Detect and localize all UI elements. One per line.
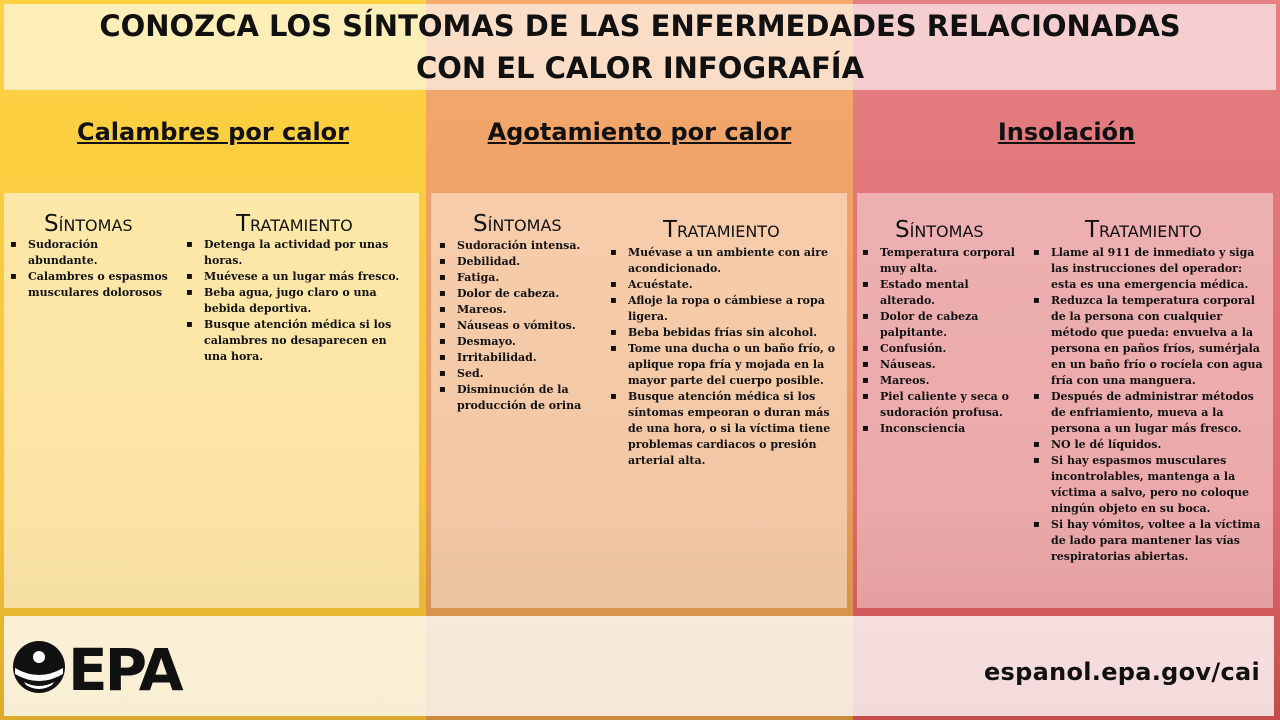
treatment-item: ▪ Afloje la ropa o cámbiese a ropa ligera. — [610, 293, 842, 325]
symptom-item: ▪ Desmayo. — [439, 334, 599, 350]
treatment-label: Tratamiento — [236, 211, 353, 237]
symptom-item: ▪ Náuseas. — [862, 357, 1024, 373]
treatment-item: ▪ Busque atención médica si los calambres no desaparecen en una hora. — [186, 317, 408, 365]
treatment-item: ▪ Beba bebidas frías sin alcohol. — [610, 325, 842, 341]
symptom-item: ▪ Mareos. — [439, 302, 599, 318]
symptoms-list — [862, 245, 1024, 437]
symptoms-label: Síntomas — [895, 217, 984, 243]
symptom-item: ▪ Estado mental alterado. — [862, 277, 1024, 309]
symptoms-label: Síntomas — [473, 211, 562, 237]
website-url[interactable]: espanol.epa.gov/cai — [983, 658, 1260, 686]
symptom-item: ▪ Sed. — [439, 366, 599, 382]
symptom-item: ▪ Inconsciencia — [862, 421, 1024, 437]
treatment-item: ▪ NO le dé líquidos. — [1033, 437, 1269, 453]
treatment-list — [1033, 245, 1269, 565]
treatment-item: ▪ Tome una ducha o un baño frío, o aplique ropa fría y mojada en la mayor parte del cuerpo posible. — [610, 341, 842, 389]
panel-agotamiento — [431, 193, 847, 608]
symptom-item: ▪ Sudoración intensa. — [439, 238, 599, 254]
heading-calambres: Calambres por calor — [76, 118, 349, 146]
symptoms-label: Síntomas — [44, 211, 133, 237]
symptom-item: ▪ Dolor de cabeza. — [439, 286, 599, 302]
symptom-item: ▪ Irritabilidad. — [439, 350, 599, 366]
treatment-item: ▪ Beba agua, jugo claro o una bebida deportiva. — [186, 285, 408, 317]
page-title: CONOZCA LOS SÍNTOMAS DE LAS ENFERMEDADES RELACIONADAS CON EL CALOR INFOGRAFÍA — [99, 9, 1181, 85]
symptom-item: ▪ Mareos. — [862, 373, 1024, 389]
panel-insolacion — [857, 193, 1273, 608]
treatment-item: ▪ Si hay espasmos musculares incontrolables, mantenga a la víctima a salvo, pero no coloque ningún objeto en su boca. — [1033, 453, 1269, 517]
symptom-item: ▪ Confusión. — [862, 341, 1024, 357]
treatment-item: ▪ Si hay vómitos, voltee a la víctima de lado para mantener las vías respiratorias abiertas. — [1033, 517, 1269, 565]
symptom-item: ▪ Calambres o espasmos musculares dolorosos — [10, 269, 168, 301]
symptom-item: ▪ Piel caliente y seca o sudoración profusa. — [862, 389, 1024, 421]
panel-calambres — [4, 193, 419, 608]
heading-agotamiento: Agotamiento por calor — [487, 118, 792, 146]
symptoms-list — [10, 237, 168, 301]
symptoms-list — [439, 238, 599, 414]
title-banner — [4, 4, 1276, 90]
symptom-item: ▪ Dolor de cabeza palpitante. — [862, 309, 1024, 341]
heading-insolacion: Insolación — [997, 118, 1136, 146]
symptom-item: ▪ Náuseas o vómitos. — [439, 318, 599, 334]
treatment-list — [186, 237, 408, 365]
treatment-item: ▪ Muévase a un ambiente con aire acondicionado. — [610, 245, 842, 277]
treatment-label: Tratamiento — [1085, 217, 1202, 243]
treatment-item: ▪ Busque atención médica si los síntomas empeoran o duran más de una hora, o si la víctima tiene problemas cardiacos o presión arterial alta. — [610, 389, 842, 469]
epa-emblem-icon — [13, 641, 65, 693]
symptom-item: ▪ Debilidad. — [439, 254, 599, 270]
symptom-item: ▪ Temperatura corporal muy alta. — [862, 245, 1024, 277]
treatment-label: Tratamiento — [663, 217, 780, 243]
treatment-item: ▪ Detenga la actividad por unas horas. — [186, 237, 408, 269]
epa-logo — [12, 638, 188, 696]
treatment-list — [610, 245, 842, 469]
symptom-item: ▪ Sudoración abundante. — [10, 237, 168, 269]
symptom-item: ▪ Disminución de la producción de orina — [439, 382, 599, 414]
treatment-item: ▪ Después de administrar métodos de enfriamiento, mueva a la persona a un lugar más fresco. — [1033, 389, 1269, 437]
symptom-item: ▪ Fatiga. — [439, 270, 599, 286]
treatment-item: ▪ Muévese a un lugar más fresco. — [186, 269, 408, 285]
treatment-item: ▪ Reduzca la temperatura corporal de la persona con cualquier método que pueda: envuelva a la persona en paños fríos, sumérjala en un baño frío o rocíela con agua fría con una manguera. — [1033, 293, 1269, 389]
epa-wordmark: EPA — [68, 638, 181, 696]
treatment-item: ▪ Acuéstate. — [610, 277, 842, 293]
treatment-item: ▪ Llame al 911 de inmediato y siga las instrucciones del operador: esta es una emergencia médica. — [1033, 245, 1269, 293]
